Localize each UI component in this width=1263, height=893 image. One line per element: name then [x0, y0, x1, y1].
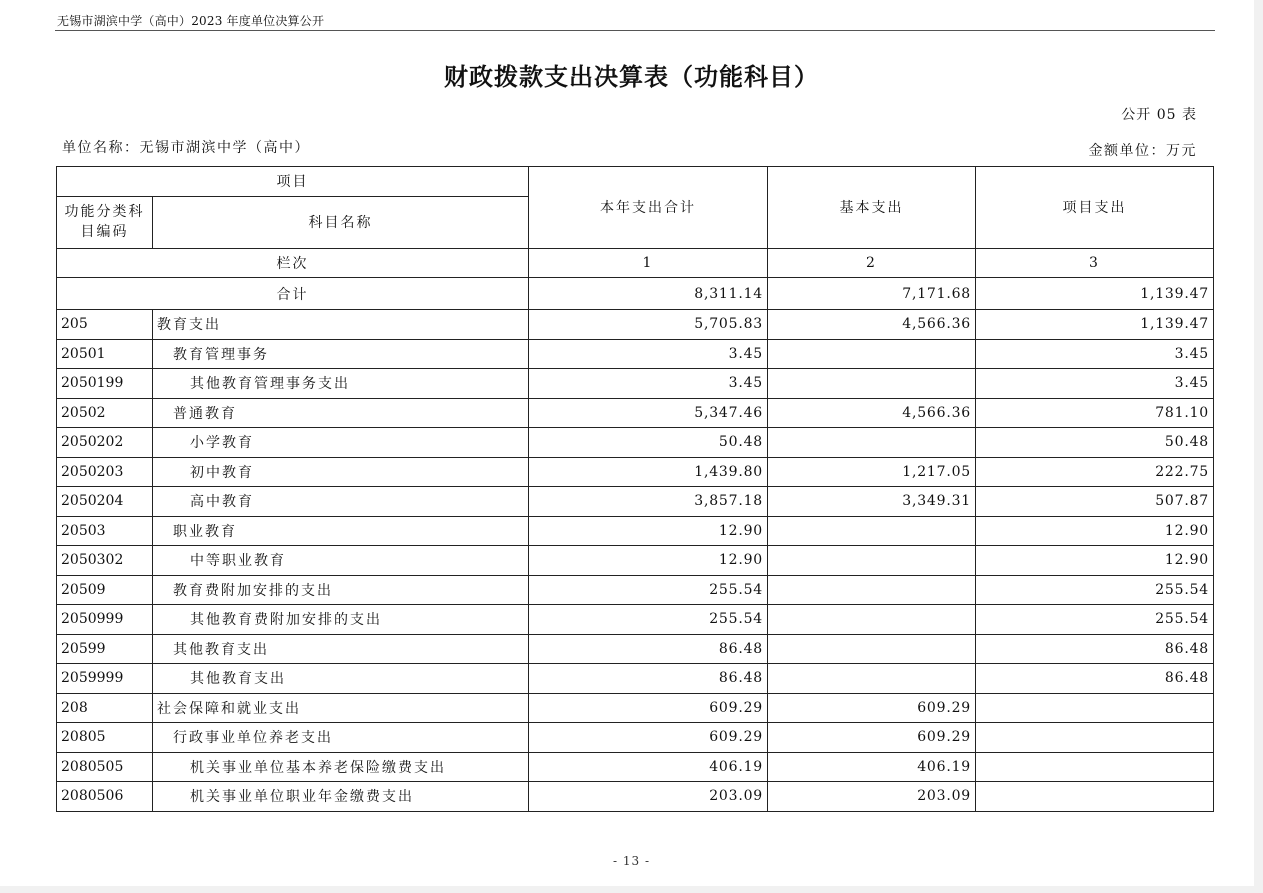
column-index-row [57, 248, 1214, 278]
row-basic [768, 428, 976, 458]
table-row [57, 782, 1214, 812]
header-project-expenditure: 项目支出 [976, 167, 1214, 249]
row-subject-name: 初中教育 [153, 457, 529, 487]
row-basic: 609.29 [768, 693, 976, 723]
table-row [57, 487, 1214, 517]
row-code: 20599 [57, 634, 153, 664]
row-code: 2050204 [57, 487, 153, 517]
header-project: 项目 [57, 167, 529, 197]
row-subject-name: 高中教育 [153, 487, 529, 517]
row-total: 12.90 [529, 516, 768, 546]
table-row [57, 723, 1214, 753]
amount-unit: 金额单位：万元 [1088, 143, 1197, 159]
row-code: 2050999 [57, 605, 153, 635]
column-index-1: 1 [529, 248, 768, 278]
row-project: 12.90 [976, 516, 1214, 546]
row-basic: 1,217.05 [768, 457, 976, 487]
table-row [57, 664, 1214, 694]
row-basic: 3,349.31 [768, 487, 976, 517]
row-basic [768, 369, 976, 399]
row-code: 20805 [57, 723, 153, 753]
sum-total: 8,311.14 [529, 278, 768, 310]
row-code: 2080505 [57, 752, 153, 782]
row-project: 50.48 [976, 428, 1214, 458]
sum-basic: 7,171.68 [768, 278, 976, 310]
row-subject-name: 普通教育 [153, 398, 529, 428]
row-project: 86.48 [976, 664, 1214, 694]
row-subject-name: 机关事业单位职业年金缴费支出 [153, 782, 529, 812]
row-code: 2050302 [57, 546, 153, 576]
row-project: 222.75 [976, 457, 1214, 487]
row-code: 20502 [57, 398, 153, 428]
row-total: 406.19 [529, 752, 768, 782]
row-code: 208 [57, 693, 153, 723]
row-code: 20509 [57, 575, 153, 605]
row-total: 86.48 [529, 634, 768, 664]
table-row [57, 605, 1214, 635]
form-code: 公开 05 表 [1121, 107, 1197, 123]
row-basic [768, 634, 976, 664]
row-project: 507.87 [976, 487, 1214, 517]
row-project: 3.45 [976, 369, 1214, 399]
row-code: 2050199 [57, 369, 153, 399]
row-project: 781.10 [976, 398, 1214, 428]
row-project [976, 782, 1214, 812]
header-func-code: 功能分类科目编码 [57, 196, 153, 248]
row-total: 255.54 [529, 575, 768, 605]
table-row [57, 398, 1214, 428]
row-total: 609.29 [529, 693, 768, 723]
row-subject-name: 教育支出 [153, 310, 529, 340]
row-subject-name: 行政事业单位养老支出 [153, 723, 529, 753]
unit-name: 单位名称：无锡市湖滨中学（高中） [62, 140, 310, 156]
row-basic: 4,566.36 [768, 398, 976, 428]
row-total: 5,705.83 [529, 310, 768, 340]
row-basic [768, 575, 976, 605]
row-basic [768, 546, 976, 576]
table-row [57, 752, 1214, 782]
table-row [57, 339, 1214, 369]
row-project [976, 693, 1214, 723]
row-subject-name: 社会保障和就业支出 [153, 693, 529, 723]
header-total: 本年支出合计 [529, 167, 768, 249]
row-project: 12.90 [976, 546, 1214, 576]
sum-label: 合计 [57, 278, 529, 310]
header-subject-name: 科目名称 [153, 196, 529, 248]
row-basic [768, 664, 976, 694]
row-total: 3,857.18 [529, 487, 768, 517]
table-row [57, 634, 1214, 664]
table-row [57, 516, 1214, 546]
table-row [57, 575, 1214, 605]
row-subject-name: 其他教育费附加安排的支出 [153, 605, 529, 635]
table-row [57, 310, 1214, 340]
table-row [57, 369, 1214, 399]
row-project: 1,139.47 [976, 310, 1214, 340]
table-row [57, 457, 1214, 487]
row-total: 203.09 [529, 782, 768, 812]
row-total: 609.29 [529, 723, 768, 753]
row-subject-name: 教育管理事务 [153, 339, 529, 369]
row-subject-name: 其他教育支出 [153, 664, 529, 694]
row-subject-name: 其他教育管理事务支出 [153, 369, 529, 399]
row-code: 2050203 [57, 457, 153, 487]
row-basic: 203.09 [768, 782, 976, 812]
running-header: 无锡市湖滨中学（高中）2023 年度单位决算公开 [57, 14, 325, 28]
row-total: 255.54 [529, 605, 768, 635]
row-subject-name: 职业教育 [153, 516, 529, 546]
row-basic: 609.29 [768, 723, 976, 753]
row-total: 12.90 [529, 546, 768, 576]
sum-row [57, 278, 1214, 310]
row-project: 3.45 [976, 339, 1214, 369]
table-row [57, 428, 1214, 458]
document-title: 财政拨款支出决算表（功能科目） [444, 62, 819, 91]
row-subject-name: 机关事业单位基本养老保险缴费支出 [153, 752, 529, 782]
row-code: 2050202 [57, 428, 153, 458]
row-total: 3.45 [529, 369, 768, 399]
header-basic: 基本支出 [768, 167, 976, 249]
row-basic [768, 339, 976, 369]
row-code: 20501 [57, 339, 153, 369]
row-subject-name: 教育费附加安排的支出 [153, 575, 529, 605]
header-row-project [57, 167, 1214, 197]
row-subject-name: 其他教育支出 [153, 634, 529, 664]
table-row [57, 693, 1214, 723]
row-project [976, 723, 1214, 753]
row-project: 86.48 [976, 634, 1214, 664]
row-total: 50.48 [529, 428, 768, 458]
row-total: 1,439.80 [529, 457, 768, 487]
row-code: 205 [57, 310, 153, 340]
column-index-2: 2 [768, 248, 976, 278]
row-code: 20503 [57, 516, 153, 546]
sum-project: 1,139.47 [976, 278, 1214, 310]
row-project [976, 752, 1214, 782]
row-basic: 4,566.36 [768, 310, 976, 340]
row-project: 255.54 [976, 605, 1214, 635]
expenditure-table [56, 166, 1214, 812]
column-index-3: 3 [976, 248, 1214, 278]
row-total: 86.48 [529, 664, 768, 694]
row-basic [768, 605, 976, 635]
row-basic: 406.19 [768, 752, 976, 782]
table-row [57, 546, 1214, 576]
row-total: 5,347.46 [529, 398, 768, 428]
row-project: 255.54 [976, 575, 1214, 605]
page-number: - 13 - [612, 854, 650, 868]
row-code: 2080506 [57, 782, 153, 812]
row-basic [768, 516, 976, 546]
row-subject-name: 中等职业教育 [153, 546, 529, 576]
column-index-label: 栏次 [57, 248, 529, 278]
row-total: 3.45 [529, 339, 768, 369]
row-code: 2059999 [57, 664, 153, 694]
row-subject-name: 小学教育 [153, 428, 529, 458]
header-rule [55, 30, 1215, 31]
